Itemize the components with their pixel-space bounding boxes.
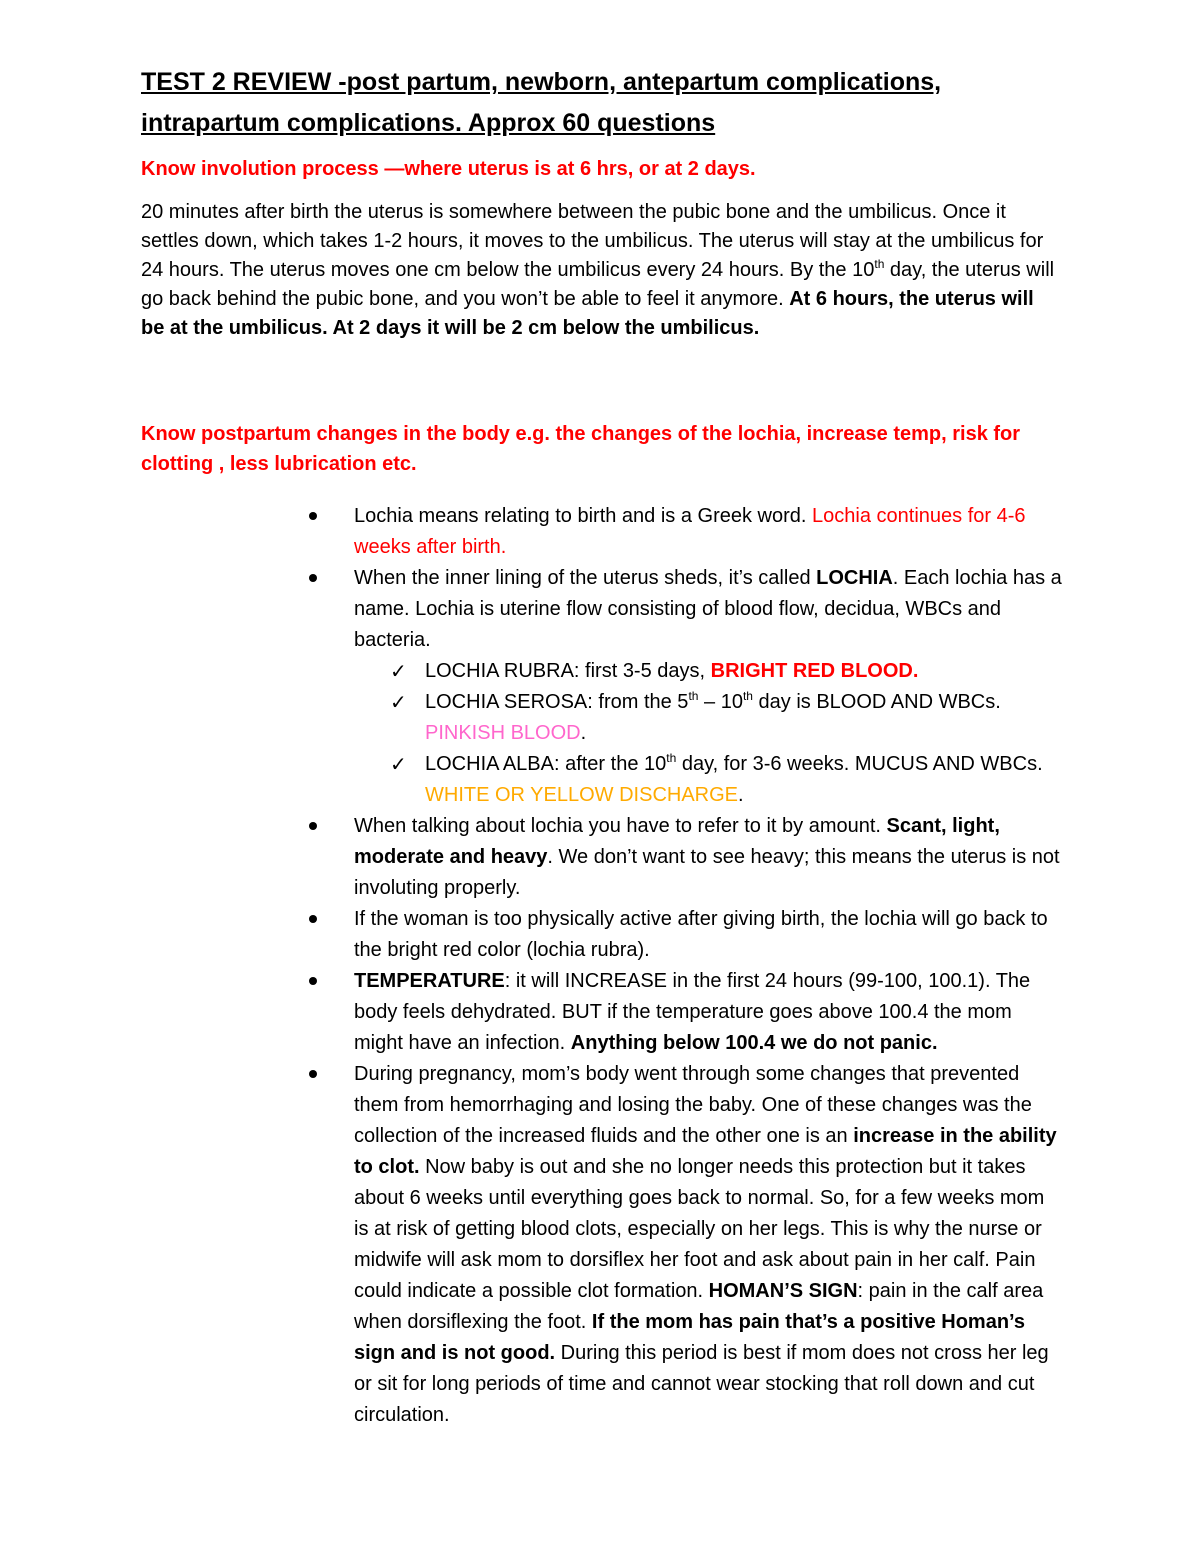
list-item: If the woman is too physically active after giving birth, the lochia will go back to the bright red color (lochia rubra). (212, 904, 1062, 966)
lochia-alba-item: ✓ LOCHIA ALBA: after the 10th day, for 3-6 weeks. MUCUS AND WBCs. WHITE OR YELLOW DISCHARGE. (390, 751, 1043, 806)
list-item: TEMPERATURE: it will INCREASE in the first 24 hours (99-100, 100.1). The body feels dehydrated. BUT if the temperature goes above 100.4 the mom might have an infection. Anything below 100.4 we do not panic. (212, 966, 1062, 1059)
list-item: During pregnancy, mom’s body went through some changes that prevented them from hemorrhaging and losing the baby. One of these changes was the collection of the increased fluids and the other one is an increase in the ability to clot. Now baby is out and she no longer needs this protection but it takes about 6 weeks until everything goes back to normal. So, for a few weeks mom is at risk of getting blood clots, especially on her legs. This is why the nurse or midwife will ask mom to dorsiflex her foot and ask about pain in her calf. Pain could indicate a possible clot formation. HOMAN’S SIGN: pain in the calf area when dorsiflexing the foot. If the mom has pain that’s a positive Homan’s sign and is not good. During this period is best if mom does not cross her leg or sit for long periods of time and cannot wear stocking that roll down and cut circulation. (212, 1059, 1062, 1431)
postpartum-bullet-list (212, 501, 1062, 1431)
document-title (141, 62, 1061, 144)
bullet-icon (309, 977, 317, 985)
bullet-icon (309, 512, 317, 520)
bullet-icon (309, 822, 317, 830)
checkmark-icon: ✓ (390, 690, 407, 714)
bullet-icon (309, 1070, 317, 1078)
checkmark-icon: ✓ (390, 659, 407, 683)
postpartum-changes-heading: Know postpartum changes in the body e.g. the changes of the lochia, increase temp, risk for clotting , less lubrication etc. (141, 423, 1021, 475)
bullet-icon (309, 915, 317, 923)
list-item: When talking about lochia you have to refer to it by amount. Scant, light, moderate and heavy. We don’t want to see heavy; this means the uterus is not involuting properly. (212, 811, 1062, 904)
involution-heading: Know involution process —where uterus is at 6 hrs, or at 2 days. (141, 158, 756, 180)
lochia-types-list (354, 656, 1062, 811)
list-item: Lochia means relating to birth and is a Greek word. Lochia continues for 4-6 weeks after birth. (212, 501, 1062, 563)
checkmark-icon: ✓ (390, 752, 407, 776)
bullet-icon (309, 574, 317, 582)
title-line-2: intrapartum complications. Approx 60 questions (141, 109, 716, 137)
lochia-rubra-item: ✓ LOCHIA RUBRA: first 3-5 days, BRIGHT RED BLOOD. (354, 656, 1062, 687)
document-page (141, 62, 1061, 1431)
involution-paragraph: 20 minutes after birth the uterus is somewhere between the pubic bone and the umbilicus. Once it settles down, which takes 1-2 hours, it moves to the umbilicus. The uterus will stay at the umbilicus for 24 hours. The uterus moves one cm below the umbilicus every 24 hours. By the 10th day, the uterus will go back behind the pubic bone, and you won’t be able to feel it anymore. At 6 hours, the uterus will be at the umbilicus. At 2 days it will be 2 cm below the umbilicus. (141, 201, 1055, 339)
title-line-1: TEST 2 REVIEW -post partum, newborn, antepartum complications, (141, 68, 942, 96)
lochia-serosa-item: ✓ LOCHIA SEROSA: from the 5th – 10th day is BLOOD AND WBCs. PINKISH BLOOD. (390, 689, 1001, 744)
list-item: When the inner lining of the uterus sheds, it’s called LOCHIA. Each lochia has a name. Lochia is uterine flow consisting of blood flow, decidua, WBCs and bacteria. ✓ LOCHIA RUBRA: first 3-5 days, BRIGHT RED BLOOD. ✓ LOCHIA SEROSA: from the 5th – 10th day is BLOOD AND WBCs. PINKISH BLOOD. ✓ LOCHIA ALBA: after the 10th day, for 3-6 weeks. MUCUS AND WBCs. WHITE OR YELLOW DISCHARGE. (212, 563, 1062, 811)
